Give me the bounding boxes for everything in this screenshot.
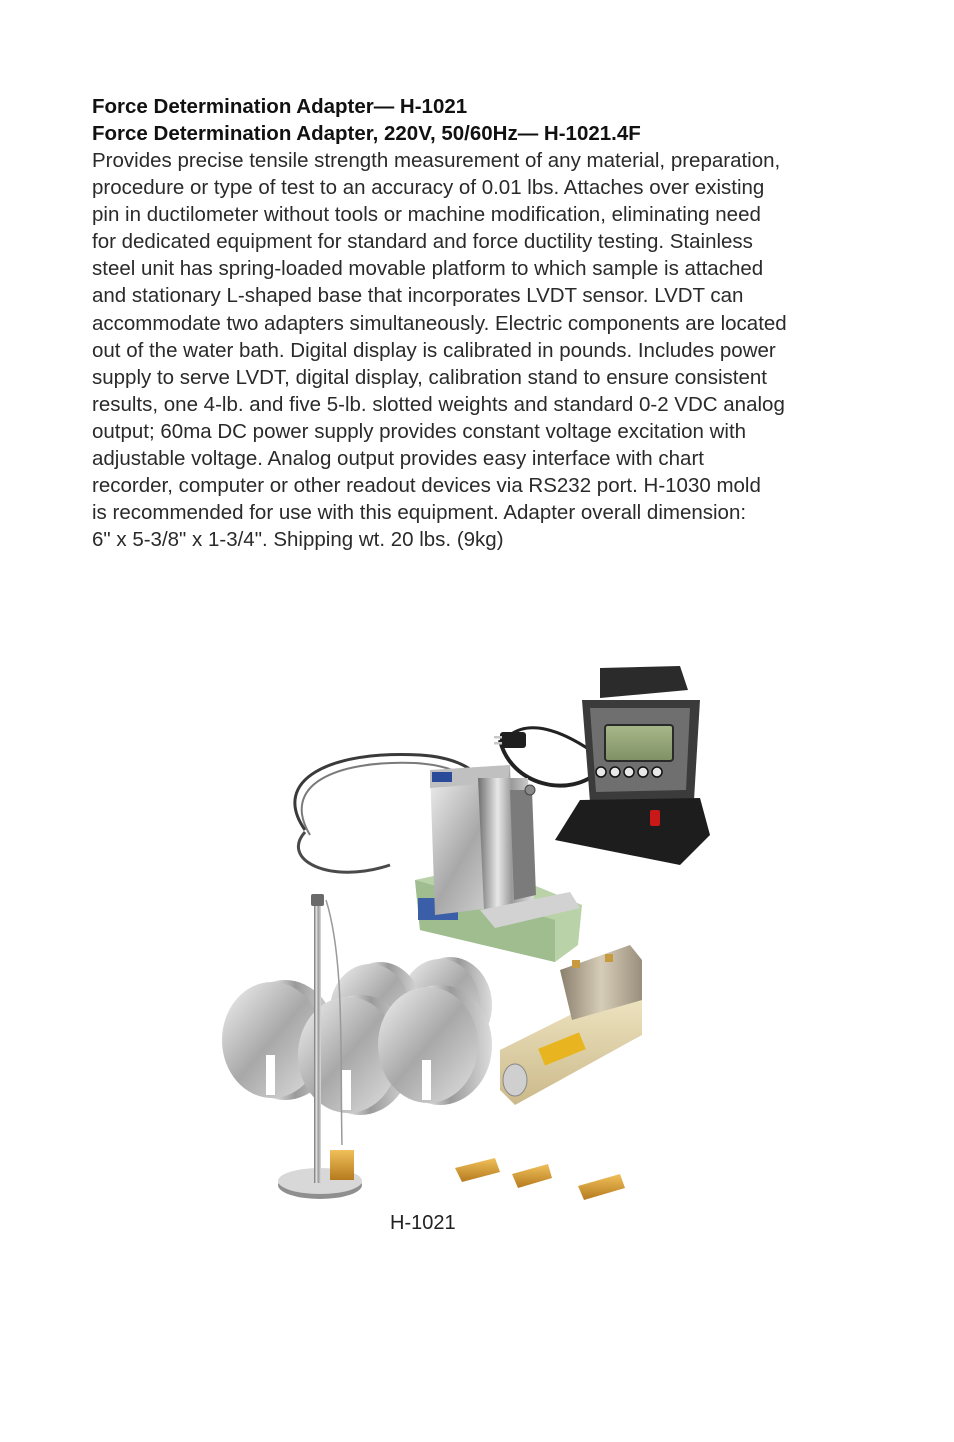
- description-line: pin in ductilometer without tools or machine modification, eliminating need: [92, 203, 761, 227]
- description-line: results, one 4-lb. and five 5-lb. slotted weights and standard 0-2 VDC analog: [92, 392, 785, 416]
- description-line: Provides precise tensile strength measurement of any material, preparation,: [92, 149, 781, 172]
- description-line: and stationary L-shaped base that incorporates LVDT sensor. LVDT can: [92, 284, 744, 308]
- product-title-1: Force Determination Adapter— H-1021: [92, 95, 468, 118]
- description-line: steel unit has spring-loaded movable platform to which sample is attached: [92, 257, 764, 281]
- description-line: procedure or type of test to an accuracy of 0.01 lbs. Attaches over existing: [92, 176, 765, 200]
- product-description: [92, 147, 882, 553]
- description-line: supply to serve LVDT, digital display, calibration stand to ensure consistent: [92, 365, 767, 389]
- description-line: for dedicated equipment for standard and force ductility testing. Stainless: [92, 230, 753, 254]
- product-description-block: [92, 93, 882, 553]
- product-title-2: Force Determination Adapter, 220V, 50/60Hz— H-1021.4F: [92, 122, 641, 145]
- description-line: 6" x 5-3/8" x 1-3/4". Shipping wt. 20 lbs. (9kg): [92, 528, 504, 552]
- description-line: accommodate two adapters simultaneously. Electric components are located: [92, 311, 787, 335]
- description-line: adjustable voltage. Analog output provides easy interface with chart: [92, 447, 704, 471]
- figure-caption: H-1021: [390, 1212, 456, 1234]
- description-line: is recommended for use with this equipment. Adapter overall dimension:: [92, 501, 747, 525]
- description-line: output; 60ma DC power supply provides constant voltage excitation with: [92, 419, 747, 443]
- description-line: out of the water bath. Digital display is calibrated in pounds. Includes power: [92, 338, 776, 362]
- description-line: recorder, computer or other readout devices via RS232 port. H-1030 mold: [92, 474, 761, 498]
- product-photo: [210, 660, 720, 1210]
